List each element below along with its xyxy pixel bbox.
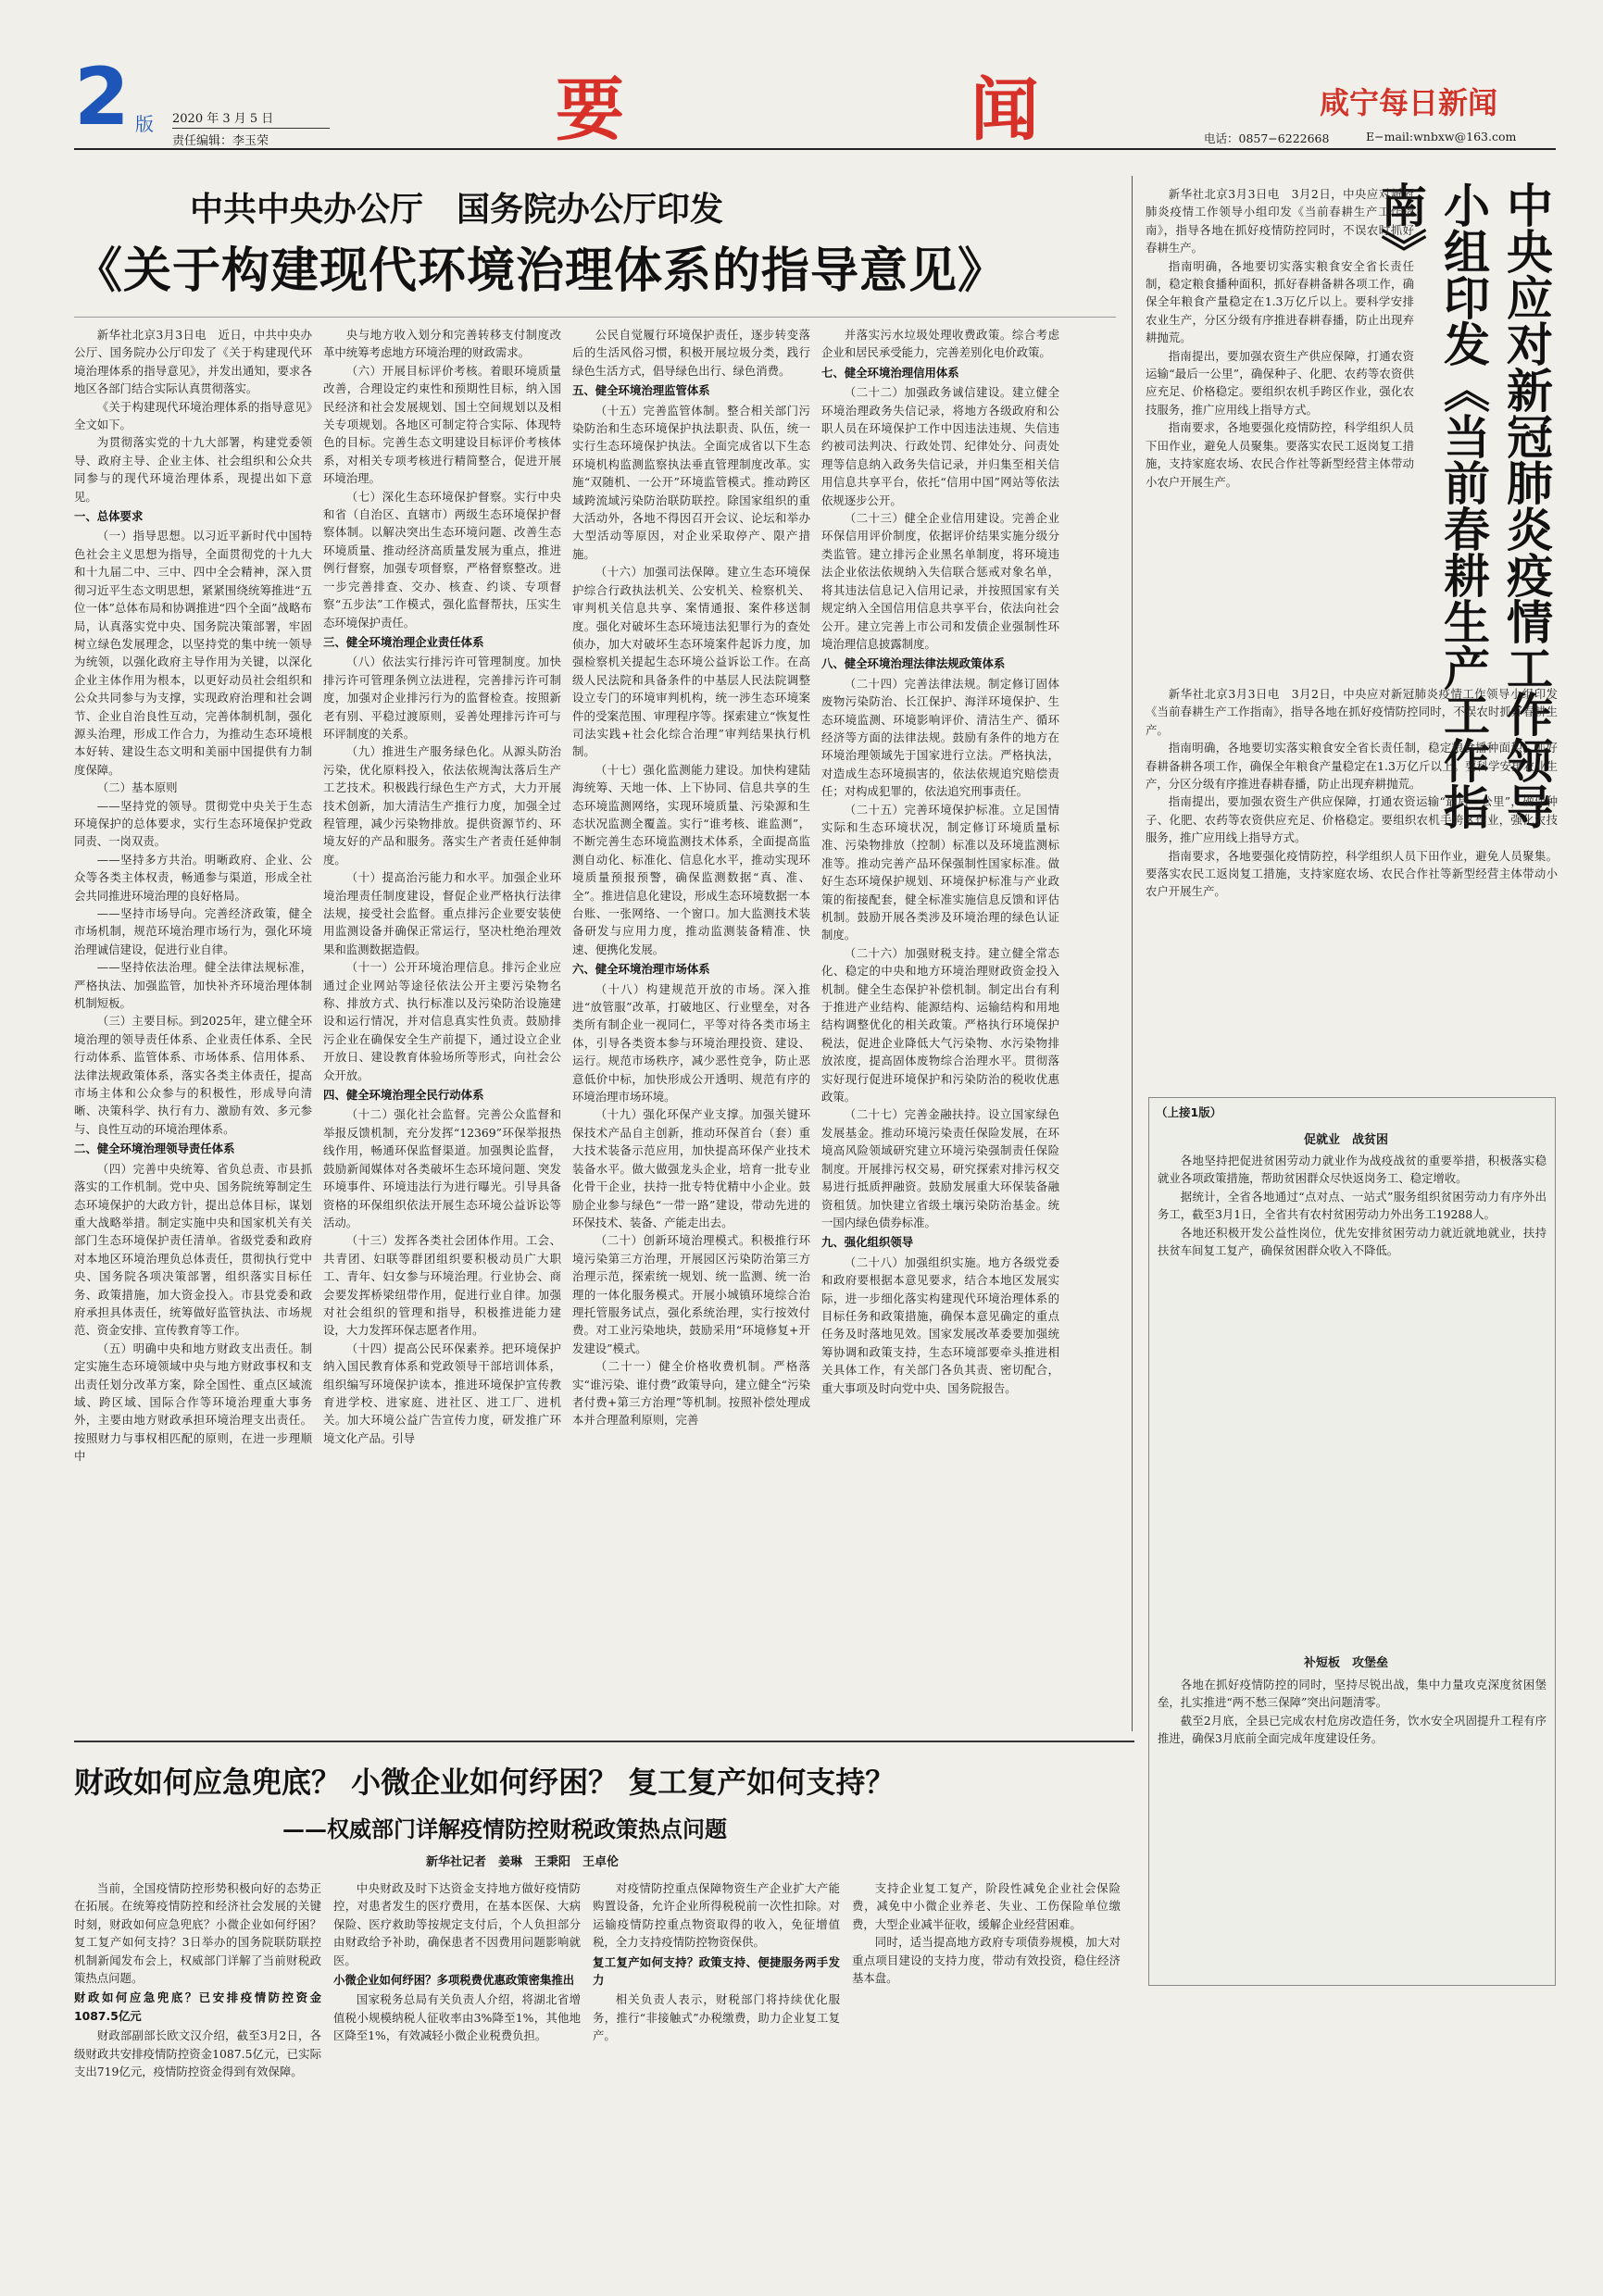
top-article-col-4 (821, 326, 1059, 1576)
paragraph: 为贯彻落实党的十九大部署，构建党委领导、政府主导、企业主体、社会组织和公众共同参与的现代环境治理体系，现提出如下意见。 (74, 435, 312, 504)
inset-body-2 (1158, 1676, 1547, 1977)
paragraph: 并落实污水垃圾处理收费政策。综合考虑企业和居民承受能力，完善差别化电价政策。 (821, 328, 1059, 360)
bottom-col-3 (593, 1879, 840, 2259)
right-article-title: 中央应对新冠肺炎疫情工作领导小组印发《当前春耕生产工作指南》 (1373, 181, 1553, 830)
section-heading: 三、健全环境治理企业责任体系 (323, 634, 484, 649)
paragraph: 中央财政及时下达资金支持地方做好疫情防控，对患者发生的医疗费用，在基本医保、大病保险、医疗救助等按规定支付后，个人负担部分由财政给予补助，确保患者不因费用问题影响就医。 (333, 1881, 581, 1967)
paragraph: （二十三）健全企业信用建设。完善企业环保信用评价制度，依据评价结果实施分级分类监管。建立排污企业黑名单制度，将环境违法企业依法依规纳入失信联合惩戒对象名单，将其违法信息记入信用记录，并按照国家有关规定纳入全国信用信息共享平台，依法向社会公开。建立完善上市公司和发债企业强制性环境治理信息披露制度。 (821, 511, 1059, 651)
paragraph: 指南要求，各地要强化疫情防控，科学组织人员下田作业，避免人员聚集。要落实农民工返岗复工措施，支持家庭农场、农民合作社等新型经营主体带动小农户开展生产。 (1146, 848, 1558, 899)
paragraph: （二十六）加强财税支持。建立健全常态化、稳定的中央和地方环境治理财政资金投入机制。健全生态保护补偿机制。制定出台有利于推进产业结构、能源结构、运输结构和用地结构调整优化的相关政策。严格执行环境保护税法，促进企业降低大气污染物、水污染物排放浓度，提高固体废物综合治理水平。贯彻落实好现行促进环境保护和污染防治的税收优惠政策。 (821, 945, 1059, 1104)
inset-body (1158, 1152, 1547, 1642)
paragraph: ——坚持市场导向。完善经济政策，健全市场机制，规范环境治理市场行为，强化环境治理诚信建设，促进行业自律。 (74, 906, 312, 956)
paragraph: 国家税务总局有关负责人介绍，将湖北省增值税小规模纳税人征收率由3%降至1%，其他地区降至1%，有效减轻小微企业税费负担。 (333, 1992, 581, 2043)
paragraph: 同时，适当提高地方政府专项债券规模，加大对重点项目建设的支持力度，带动有效投资，稳住经济基本盘。 (852, 1935, 1121, 1986)
section-heading: 一、总体要求 (74, 509, 144, 524)
header-rule (74, 148, 1556, 150)
paragraph: 当前，全国疫情防控形势积极向好的态势正在拓展。在统筹疫情防控和经济社会发展的关键时刻，财政如何应急兜底？小微企业如何纾困？复工复产如何支持？3日举办的国务院联防联控机制新闻发布会上，权威部门详解了当前财税政策热点问题。 (74, 1881, 321, 1986)
section-title: 要 闻 (556, 70, 1178, 150)
paragraph: 财政部副部长欧文汉介绍，截至3月2日，各级财政共安排疫情防控资金1087.5亿元，已实际支出719亿元，疫情防控资金得到有效保障。 (74, 2028, 321, 2079)
paragraph: ——坚持多方共治。明晰政府、企业、公众等各类主体权责，畅通参与渠道，形成全社会共同推进环境治理的良好格局。 (74, 852, 312, 903)
paragraph: （三）主要目标。到2025年，建立健全环境治理的领导责任体系、企业责任体系、全民行动体系、监管体系、市场体系、信用体系、法律法规政策体系，落实各类主体责任，提高市场主体和公众参与的积极性，形成导向清晰、决策科学、执行有力、激励有效、多元参与、良性互动的环境治理体系。 (74, 1014, 312, 1136)
paper-name: 咸宁每日新闻 (1320, 85, 1498, 120)
paragraph: 相关负责人表示，财税部门将持续优化服务，推行“非接触式”办税缴费，助力企业复工复产。 (593, 1992, 840, 2043)
paragraph: 各地坚持把促进贫困劳动力就业作为战疫战贫的重要举措，积极落实稳就业各项政策措施，帮助贫困群众尽快返岗务工、稳定增收。 (1158, 1154, 1547, 1186)
paragraph: 指南要求，各地要强化疫情防控，科学组织人员下田作业，避免人员聚集。要落实农民工返岗复工措施，支持家庭农场、农民合作社等新型经营主体带动小农户开展生产。 (1146, 420, 1414, 489)
paragraph: （九）推进生产服务绿色化。从源头防治污染，优化原料投入，依法依规淘汰落后生产工艺技术。积极践行绿色生产方式，大力开展技术创新，加大清洁生产推行力度，加强全过程管理，减少污染物排放。提供资源节约、环境友好的产品和服务。落实生产者责任延伸制度。 (323, 744, 561, 867)
paragraph: 据统计，全省各地通过“点对点、一站式”服务组织贫困劳动力有序外出务工，截至3月1日，全省共有农村贫困劳动力外出务工19288人。 (1158, 1189, 1547, 1222)
paragraph: 《关于构建现代环境治理体系的指导意见》全文如下。 (74, 399, 312, 432)
paragraph: （一）指导思想。以习近平新时代中国特色社会主义思想为指导，全面贯彻党的十九大和十九届二中、三中、四中全会精神，深入贯彻习近平生态文明思想，紧紧围绕统筹推进“五位一体”总体布局和协调推进“四个全面”战略布局，认真落实党中央、国务院决策部署，牢固树立绿色发展理念，以坚持党的集中统一领导为统领，以强化政府主导作用为关键，以深化企业主体作用为根本，以更好动员社会组织和公众共同参与为支撑，实现政府治理和社会调节、企业自治良性互动，完善体制机制，强化源头治理，形成工作合力，为推动生态环境根本好转、建设生态文明和美丽中国提供有力制度保障。 (74, 529, 312, 777)
paragraph: 对疫情防控重点保障物资生产企业扩大产能购置设备，允许企业所得税税前一次性扣除。对运输疫情防控重点物资取得的收入，免征增值税，全力支持疫情防控物资保供。 (593, 1881, 840, 1950)
paragraph: （十八）构建规范开放的市场。深入推进“放管服”改革，打破地区、行业壁垒，对各类所有制企业一视同仁，平等对待各类市场主体，引导各类资本参与环境治理投资、建设、运行。规范市场秩序，减少恶性竞争，防止恶意低价中标，加快形成公开透明、规范有序的环境治理市场环境。 (572, 981, 810, 1104)
paragraph: （六）开展目标评价考核。着眼环境质量改善，合理设定约束性和预期性目标，纳入国民经济和社会发展规划、国土空间规划以及相关专项规划。各地区可制定符合实际、体现特色的目标。完善生态文明建设目标评价考核体系，对相关专项考核进行精简整合，促进开展环境治理。 (323, 363, 561, 486)
top-article-col-3 (572, 326, 810, 1576)
paragraph: 央与地方收入划分和完善转移支付制度改革中统筹考虑地方环境治理的财政需求。 (323, 328, 561, 360)
paragraph: 指南明确，各地要切实落实粮食安全省长责任制，稳定粮食播种面积，抓好春耕备耕各项工作，确保全年粮食产量稳定在1.3万亿斤以上。要科学安排农业生产，分区分级有序推进春耕春播，防止出现弃耕抛荒。 (1146, 741, 1558, 792)
paragraph: 截至2月底，全县已完成农村危房改造任务，饮水安全巩固提升工程有序推进，确保3月底前全面完成年度建设任务。 (1158, 1713, 1547, 1746)
paragraph: 指南提出，要加强农资生产供应保障，打通农资运输“最后一公里”，确保种子、化肥、农药等农资供应充足、价格稳定。要组织农机手跨区作业，强化农技服务，推广应用线上指导方式。 (1146, 794, 1558, 845)
section-heading: 二、健全环境治理领导责任体系 (74, 1142, 235, 1156)
paragraph: 各地还积极开发公益性岗位，优先安排贫困劳动力就近就地就业，扶持扶贫车间复工复产，确保贫困群众收入不降低。 (1158, 1225, 1547, 1258)
paragraph: 指南明确，各地要切实落实粮食安全省长责任制，稳定粮食播种面积，抓好春耕备耕各项工作，确保全年粮食产量稳定在1.3万亿斤以上。要科学安排农业生产，分区分级有序推进春耕春播，防止出现弃耕抛荒。 (1146, 258, 1414, 345)
bottom-col-2 (333, 1879, 581, 2259)
column-divider (1132, 176, 1133, 1731)
paragraph: （二）基本原则 (96, 780, 178, 795)
section-heading: 复工复产如何支持？政策支持、便捷服务两手发力 (593, 1954, 840, 1988)
paragraph: 各地在抓好疫情防控的同时，坚持尽锐出战，集中力量攻克深度贫困堡垒，扎实推进“两不愁三保障”突出问题清零。 (1158, 1678, 1547, 1710)
bottom-article-title: 财政如何应急兜底？ 小微企业如何纾困？ 复工复产如何支持？ (74, 1765, 895, 1800)
bottom-col-4 (852, 1879, 1121, 2259)
section-heading: 六、健全环境治理市场体系 (572, 962, 710, 977)
paragraph: （二十一）健全价格收费机制。严格落实“谁污染、谁付费”政策导向，建立健全“污染者付费+第三方治理”等机制。按照补偿处理成本并合理盈利原则，完善 (572, 1359, 810, 1428)
paragraph: （十三）发挥各类社会团体作用。工会、共青团、妇联等群团组织要积极动员广大职工、青年、妇女参与环境治理。行业协会、商会要发挥桥梁纽带作用，促进行业自律。加强对社会组织的管理和指导，积极推进能力建设，大力发挥环保志愿者作用。 (323, 1233, 561, 1338)
inset-subtitle: 促就业 战贫困 (1304, 1133, 1389, 1147)
top-article-col-2 (323, 326, 561, 1576)
top-article-col-1 (74, 326, 312, 1576)
section-heading: 小微企业如何纾困？多项税费优惠政策密集推出 (333, 1973, 575, 1988)
bottom-article-subtitle: ——权威部门详解疫情防控财税政策热点问题 (282, 1816, 727, 1842)
inset-subtitle-2: 补短板 攻堡垒 (1304, 1656, 1389, 1670)
paragraph: ——坚持依法治理。健全法律法规标准，严格执法、加强监管，加快补齐环境治理体制机制短板。 (74, 960, 312, 1011)
paragraph: （十六）加强司法保障。建立生态环境保护综合行政执法机关、公安机关、检察机关、审判机关信息共享、案情通报、案件移送制度。强化对破坏生态环境违法犯罪行为的查处侦办，加大对破坏生态环境案件起诉力度，加强检察机关提起生态环境公益诉讼工作。在高级人民法院和具备条件的中基层人民法院调整设立专门的环境审判机构，统一涉生态环境案件的受案范围、审理程序等。探索建立“恢复性司法实践+社会化综合治理”审判结果执行机制。 (572, 565, 810, 759)
paragraph: 指南提出，要加强农资生产供应保障，打通农资运输“最后一公里”，确保种子、化肥、农药等农资供应充足、价格稳定。要组织农机手跨区作业，强化农技服务，推广应用线上指导方式。 (1146, 348, 1414, 417)
bottom-col-1 (74, 1879, 321, 2259)
paragraph: （十二）强化社会监督。完善公众监督和举报反馈机制，充分发挥“12369”环保举报热线作用，畅通环保监督渠道。加强舆论监督，鼓励新闻媒体对各类破坏生态环境问题、突发环境事件、环境违法行为进行曝光。引导具备资格的环保组织依法开展生态环境公益诉讼等活动。 (323, 1107, 561, 1229)
paragraph: （二十八）加强组织实施。地方各级党委和政府要根据本意见要求，结合本地区发展实际，进一步细化落实构建现代环境治理体系的目标任务和政策措施，确保本意见确定的重点任务及时落地见效。国家发展改革委要加强统筹协调和政策支持，生态环境部要牵头推进相关具体工作，有关部门各负其责、密切配合，重大事项及时向党中央、国务院报告。 (821, 1254, 1059, 1395)
editor-line: 责任编辑：李玉荣 (172, 128, 330, 148)
page-unit: 版 (135, 113, 154, 135)
section-heading: 八、健全环境治理法律法规政策体系 (821, 656, 1006, 671)
paragraph: 支持企业复工复产，阶段性减免企业社会保险费，减免中小微企业养老、失业、工伤保险单位缴费，大型企业减半征收，缓解企业经营困难。 (852, 1881, 1121, 1931)
right-article-body (1146, 185, 1414, 667)
paragraph: （四）完善中央统筹、省负总责、市县抓落实的工作机制。党中央、国务院统筹制定生态环境保护的大政方针，提出总体目标，谋划重大战略举措。制定实施中央和国家机关有关部门生态环境保护责任清单。省级党委和政府对本地区环境治理负总体责任，贯彻执行党中央、国务院各项决策部署，组织落实目标任务、政策措施，加大资金投入。市县党委和政府承担具体责任，统筹做好监管执法、市场规范、资金安排、宣传教育等工作。 (74, 1161, 312, 1338)
paragraph: （十七）强化监测能力建设。加快构建陆海统筹、天地一体、上下协同、信息共享的生态环境监测网络，实现环境质量、污染源和生态状况监测全覆盖。实行“谁考核、谁监测”，不断完善生态环境监测技术体系，全面提高监测自动化、标准化、信息化水平，推动实现环境质量预报预警，确保监测数据“真、准、全”。推进信息化建设，形成生态环境数据一本台账、一张网络、一个窗口。加大监测技术装备研发与应用力度，推动监测装备精准、快速、便携化发展。 (572, 762, 810, 956)
paragraph: （八）依法实行排污许可管理制度。加快排污许可管理条例立法进程，完善排污许可制度，加强对企业排污行为的监督检查。按照新老有别、平稳过渡原则，妥善处理排污许可与环评制度的关系。 (323, 655, 561, 741)
phone: 电话：0857−6222668 (1204, 131, 1330, 145)
paragraph: （二十）创新环境治理模式。积极推行环境污染第三方治理，开展园区污染防治第三方治理示范，探索统一规划、统一监测、统一治理的一体化服务模式。开展小城镇环境综合治理托管服务试点，强化系统治理，实行按效付费。对工业污染地块，鼓励采用“环境修复+开发建设”模式。 (572, 1233, 810, 1355)
paragraph: 新华社北京3月3日电 近日，中共中央办公厅、国务院办公厅印发了《关于构建现代环境治理体系的指导意见》，并发出通知，要求各地区各部门结合实际认真贯彻落实。 (74, 328, 312, 396)
paragraph: 新华社北京3月3日电 3月2日，中央应对新冠肺炎疫情工作领导小组印发《当前春耕生产工作指南》，指导各地在抓好疫情防控同时，不误农时抓好春耕生产。 (1146, 687, 1558, 737)
section-heading: 九、强化组织领导 (821, 1235, 914, 1250)
issue-date: 2020 年 3 月 5 日 (172, 112, 274, 126)
bottom-article-byline: 新华社记者 姜琳 王秉阳 王卓伦 (426, 1855, 620, 1869)
paragraph: 公民自觉履行环境保护责任，逐步转变落后的生活风俗习惯，积极开展垃圾分类，践行绿色生活方式，倡导绿色出行、绿色消费。 (572, 328, 810, 378)
right-article-body-lower (1146, 685, 1558, 1055)
paragraph: （十）提高治污能力和水平。加强企业环境治理责任制度建设，督促企业严格执行法律法规，接受社会监督。重点排污企业要安装使用监测设备并确保正常运行，坚决杜绝治理效果和监测数据造假。 (323, 870, 561, 956)
inset-continuation: （上接1版） (1156, 1105, 1222, 1119)
page-number: 2 (74, 51, 130, 144)
paragraph: （五）明确中央和地方财政支出责任。制定实施生态环境领域中央与地方财政事权和支出责任划分改革方案，除全国性、重点区域流域、跨区域、国际合作等环境治理重大事务外，主要由地方财政承担环境治理支出责任。按照财力与事权相匹配的原则，在进一步理顺中 (74, 1341, 312, 1464)
paragraph: （七）深化生态环境保护督察。实行中央和省（自治区、直辖市）两级生态环境保护督察体制。以解决突出生态环境问题、改善生态环境质量、推动经济高质量发展为重点，推进例行督察，加强专项督察，严格督察整改。进一步完善排查、交办、核查、约谈、专项督察“五步法”工作模式，强化监督帮扶，压实生态环境保护责任。 (323, 489, 561, 630)
paragraph: （十四）提高公民环保素养。把环境保护纳入国民教育体系和党政领导干部培训体系，组织编写环境保护读本，推进环境保护宣传教育进学校、进家庭、进社区、进工厂、进机关。加大环境公益广告宣传力度，研发推广环境文化产品。引导 (323, 1341, 561, 1445)
paragraph: （十一）公开环境治理信息。排污企业应通过企业网站等途径依法公开主要污染物名称、排放方式、执行标准以及污染防治设施建设和运行情况，并对信息真实性负责。鼓励排污企业在确保安全生产前提下，通过设立企业开放日、建设教育体验场所等形式，向社会公众开放。 (323, 960, 561, 1082)
paragraph: （二十四）完善法律法规。制定修订固体废物污染防治、长江保护、海洋环境保护、生态环境监测、环境影响评价、清洁生产、循环经济等方面的法律法规。鼓励有条件的地方在环境治理领域先于国家进行立法。严格执法，对造成生态环境损害的，依法依规追究赔偿责任；对构成犯罪的，依法追究刑事责任。 (821, 676, 1059, 799)
section-heading: 五、健全环境治理监管体系 (572, 383, 710, 398)
paragraph: （二十二）加强政务诚信建设。建立健全环境治理政务失信记录，将地方各级政府和公职人员在环境保护工作中因违法违规、失信违约被司法判决、行政处罚、纪律处分、问责处理等信息纳入政务失信记录，并归集至相关信用信息共享平台，依托“信用中国”网站等依法依规逐步公开。 (821, 385, 1059, 507)
bottom-rule (74, 1741, 1134, 1742)
email: E−mail:wnbxw@163.com (1366, 130, 1517, 144)
paragraph: （十九）强化环保产业支撑。加强关键环保技术产品自主创新，推动环保首台（套）重大技术装备示范应用，加快提高环保产业技术装备水平。做大做强龙头企业，培育一批专业化骨干企业，扶持一批专特优精中小企业。鼓励企业参与绿色“一带一路”建设，带动先进的环保技术、装备、产能走出去。 (572, 1107, 810, 1229)
top-title-rule (74, 317, 1116, 318)
section-heading: 七、健全环境治理信用体系 (821, 365, 959, 380)
top-article-kicker: 中共中央办公厅 国务院办公厅印发 (190, 191, 724, 229)
paragraph: 新华社北京3月3日电 3月2日，中央应对新冠肺炎疫情工作领导小组印发《当前春耕生产工作指南》，指导各地在抓好疫情防控同时，不误农时抓好春耕生产。 (1146, 187, 1414, 256)
paragraph: ——坚持党的领导。贯彻党中央关于生态环境保护的总体要求，实行生态环境保护党政同责、一岗双责。 (74, 798, 312, 849)
section-heading: 四、健全环境治理全民行动体系 (323, 1088, 484, 1103)
paragraph: （二十五）完善环境保护标准。立足国情实际和生态环境状况，制定修订环境质量标准、污染物排放（控制）标准以及环境监测标准等。推动完善产品环保强制性国家标准。做好生态环境保护规划、环境保护标准与产业政策的衔接配套，健全标准实施信息反馈和评估机制。鼓励开展各类涉及环境治理的绿色认证制度。 (821, 802, 1059, 942)
paragraph: （十五）完善监管体制。整合相关部门污染防治和生态环境保护执法职责、队伍，统一实行生态环境保护执法。全面完成省以下生态环境机构监测监察执法垂直管理制度改革。实施“双随机、一公开”环境监管模式。推动跨区域跨流域污染防治联防联控。除国家组织的重大活动外，各地不得因召开会议、论坛和举办大型活动等原因，对企业采取停产、限产措施。 (572, 403, 810, 561)
paragraph: （二十七）完善金融扶持。设立国家绿色发展基金。推动环境污染责任保险发展，在环境高风险领域研究建立环境污染强制责任保险制度。开展排污权交易，研究探索对排污权交易进行抵质押融资。鼓励发展重大环保装备融资租赁。加快建立省级土壤污染防治基金。统一国内绿色债券标准。 (821, 1107, 1059, 1229)
top-article-title: 《关于构建现代环境治理体系的指导意见》 (74, 243, 1008, 299)
section-heading: 财政如何应急兜底？已安排疫情防控资金1087.5亿元 (74, 1990, 321, 2023)
